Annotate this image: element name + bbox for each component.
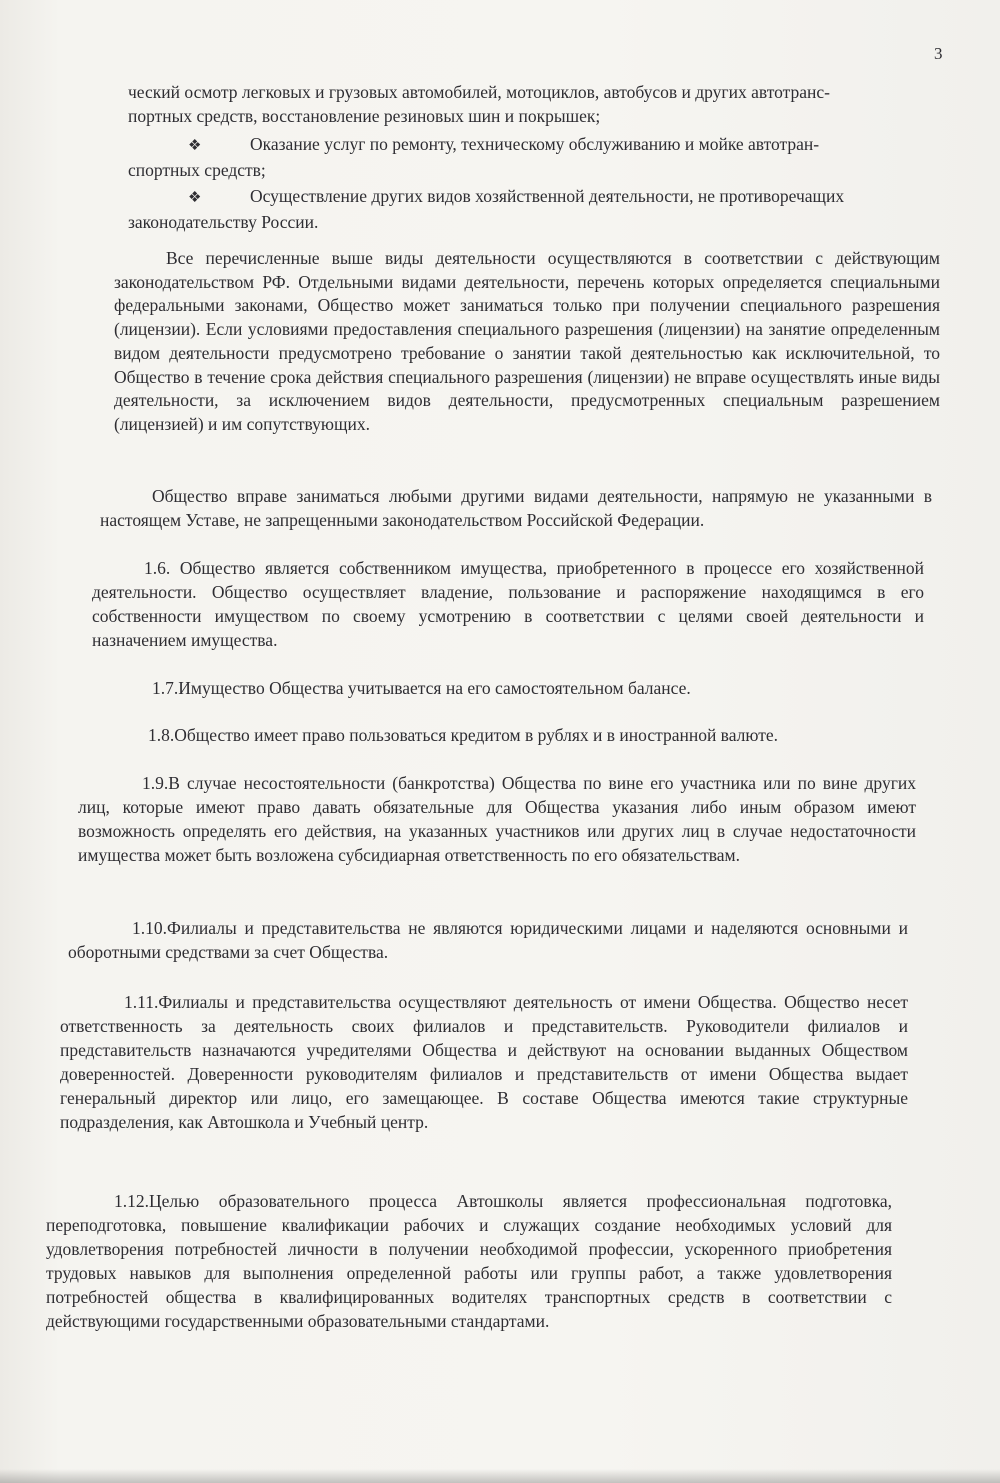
list-item-text: Оказание услуг по ремонту, техническому обслуживанию и мойке автотран- bbox=[250, 134, 820, 154]
list-item-text: Осуществление других видов хозяйственной деятельности, не противоречащих bbox=[250, 186, 845, 206]
paragraph-1-11 bbox=[60, 990, 908, 1134]
list-item bbox=[128, 132, 946, 158]
paragraph-text: 1.6. Общество является собственником имущества, приобретенного в процессе его хозяйственной деятельности. Общество осуществляет владение, пользование и распоряжение находящимся в его собственности имуществом по своему усмотрению в соответствии с целями своей деятельности и назначением имущества. bbox=[92, 558, 924, 650]
page-number: 3 bbox=[934, 44, 943, 63]
list-item bbox=[128, 184, 946, 210]
list-item-continuation: законодательству России. bbox=[128, 212, 319, 232]
paragraph-activities bbox=[114, 247, 940, 437]
paragraph-1-9 bbox=[78, 771, 916, 867]
intro-line: портных средств, восстановление резиновых шин и покрышек; bbox=[128, 106, 601, 126]
paragraph-text: 1.10.Филиалы и представительства не являются юридическими лицами и наделяются основными и оборотными средствами за счет Общества. bbox=[68, 918, 908, 962]
paragraph-1-10 bbox=[68, 916, 908, 964]
paragraph-text: 1.12.Целью образовательного процесса Автошколы является профессиональная подготовка, переподготовка, повышение квалификации рабочих и служащих создание необходимых условий для удовлетворения потребностей личности в получении необходимой профессии, ускоренного приобретения трудовых навыков для выполнения определенной работы или группы работ, а также удовлетворения потребностей общества в квалифицированных водителях транспортных средств в соответствии с действующими государственными образовательными стандартами. bbox=[46, 1191, 892, 1331]
list-item-continuation: спортных средств; bbox=[128, 160, 266, 180]
diamond-bullet-icon: ❖ bbox=[188, 138, 202, 154]
paragraph-1-6 bbox=[92, 556, 924, 652]
diamond-bullet-icon: ❖ bbox=[188, 190, 202, 206]
paragraph-other-activities bbox=[100, 484, 932, 532]
intro-line: ческий осмотр легковых и грузовых автомобилей, мотоциклов, автобусов и других автотранс- bbox=[128, 82, 830, 102]
page-bottom-shadow bbox=[0, 1469, 1000, 1483]
paragraph-text: 1.7.Имущество Общества учитывается на его самостоятельном балансе. bbox=[152, 678, 691, 698]
paragraph-text: 1.8.Общество имеет право пользоваться кредитом в рублях и в иностранной валюте. bbox=[148, 725, 778, 745]
paragraph-1-12 bbox=[46, 1189, 892, 1333]
continued-list-block bbox=[128, 80, 946, 234]
paragraph-text: 1.11.Филиалы и представительства осуществляют деятельность от имени Общества. Общество несет ответственность за деятельность своих филиалов и представительств. Руководители филиалов и представительств назначаются учредителями Общества и действуют на основании выданных Обществом доверенностей. Доверенности руководителям филиалов и представительств от имени Общества выдает генеральный директор или лицо, его замещающее. В составе Общества имеются такие структурные подразделения, как Автошкола и Учебный центр. bbox=[60, 992, 908, 1132]
paragraph-text: Общество вправе заниматься любыми другими видами деятельности, напрямую не указанными в настоящем Уставе, не запрещенными законодательством Российской Федерации. bbox=[100, 486, 932, 530]
paragraph-text: 1.9.В случае несостоятельности (банкротства) Общества по вине его участника или по вине других лиц, которые имеют право давать обязательные для Общества указания либо иным образом имеют возможность определять его действия, на указанных участников или других лиц в случае недостаточности имущества может быть возложена субсидиарная ответственность по его обязательствам. bbox=[78, 773, 916, 865]
paragraph-1-7 bbox=[92, 676, 924, 700]
paragraph-1-8 bbox=[90, 723, 922, 747]
paragraph-text: Все перечисленные выше виды деятельности осуществляются в соответствии с действующим законодательством РФ. Отдельными видами деятельности, перечень которых определяется специальными федеральными законами, Общество может заниматься только при получении специального разрешения (лицензии). Если условиями предоставления специального разрешения (лицензии) на занятие определенным видом деятельности предусмотрено требование о занятии такой деятельностью как исключительной, то Общество в течение срока действия специального разрешения (лицензии) не вправе осуществлять иные виды деятельности, за исключением видов деятельности, предусмотренных специальным разрешением (лицензией) и им сопутствующих. bbox=[114, 248, 940, 434]
